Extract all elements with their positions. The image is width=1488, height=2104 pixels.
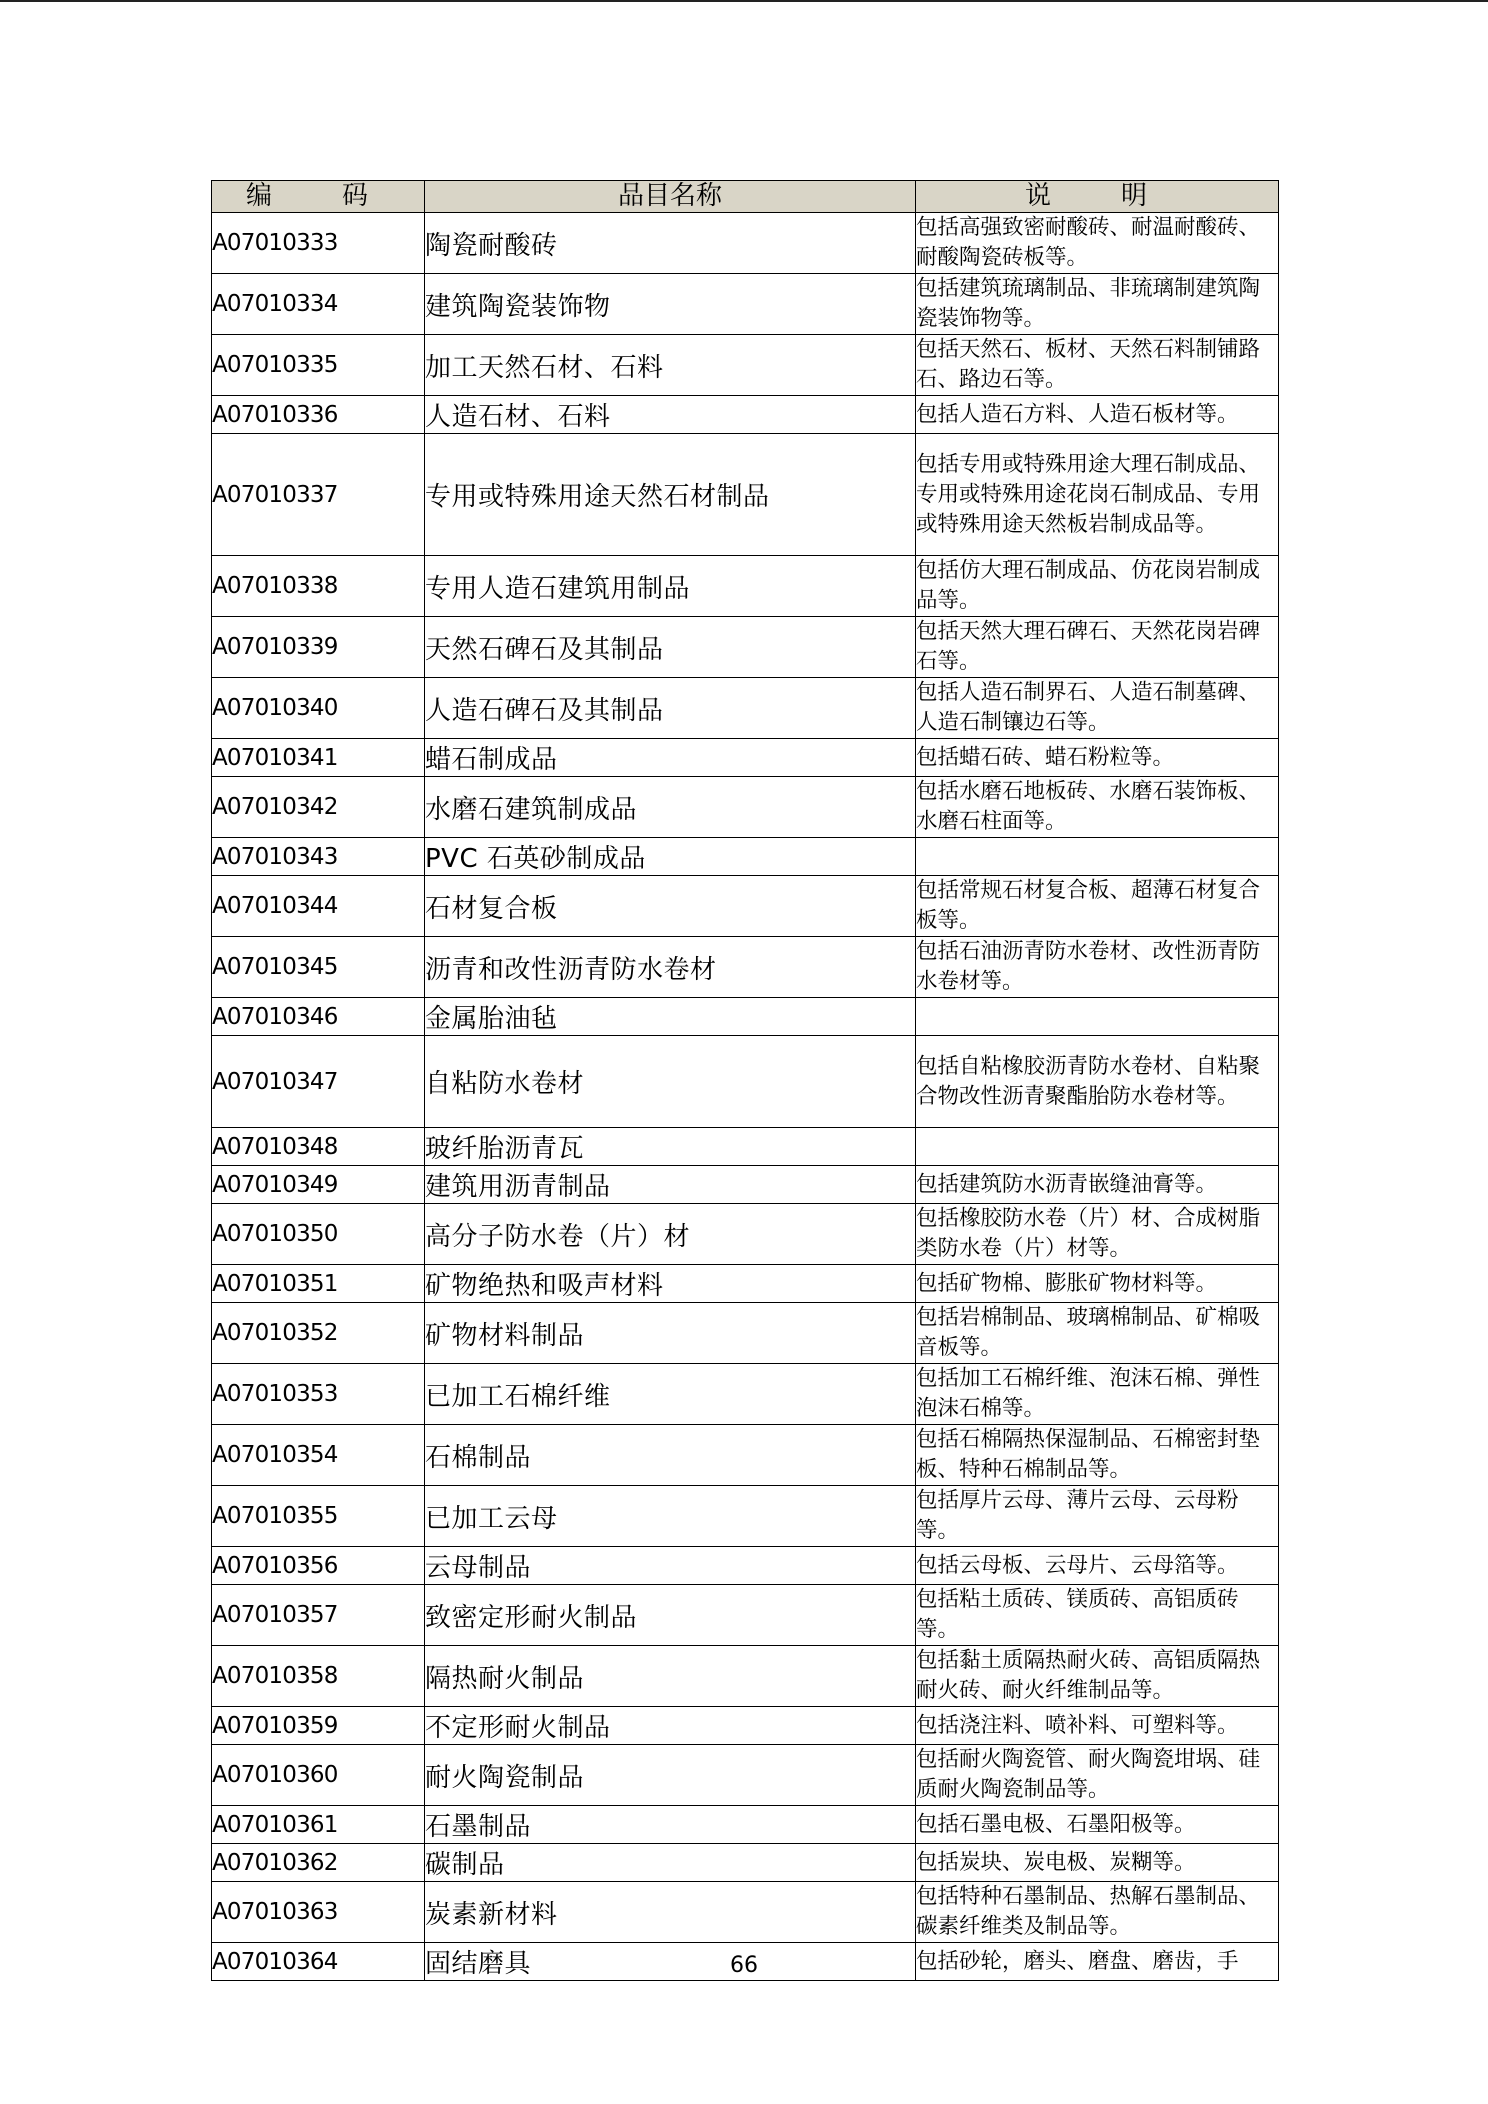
row-code: A07010356 [212,1547,425,1585]
table-row [212,213,1279,274]
table-row [212,1036,1279,1128]
row-item-name: 已加工石棉纤维 [425,1364,916,1425]
row-item-name: 隔热耐火制品 [425,1646,916,1707]
row-code: A07010343 [212,838,425,876]
table-row [212,1364,1279,1425]
catalog-table [211,180,1279,1981]
row-item-name: 石墨制品 [425,1806,916,1844]
row-description: 包括石墨电极、石墨阳极等。 [916,1806,1279,1844]
row-item-name: PVC 石英砂制成品 [425,838,916,876]
table-row [212,876,1279,937]
table-row [212,556,1279,617]
row-description: 包括粘土质砖、镁质砖、高铝质砖等。 [916,1585,1279,1646]
row-code: A07010351 [212,1265,425,1303]
row-code: A07010361 [212,1806,425,1844]
table-row [212,274,1279,335]
row-description: 包括高强致密耐酸砖、耐温耐酸砖、耐酸陶瓷砖板等。 [916,213,1279,274]
row-code: A07010337 [212,434,425,556]
table-row [212,678,1279,739]
row-code: A07010341 [212,739,425,777]
row-description: 包括石棉隔热保湿制品、石棉密封垫板、特种石棉制品等。 [916,1425,1279,1486]
row-description: 包括人造石制界石、人造石制墓碑、人造石制镶边石等。 [916,678,1279,739]
row-code: A07010342 [212,777,425,838]
row-description: 包括耐火陶瓷管、耐火陶瓷坩埚、硅质耐火陶瓷制品等。 [916,1745,1279,1806]
row-item-name: 蜡石制成品 [425,739,916,777]
row-code: A07010336 [212,396,425,434]
table-row [212,1745,1279,1806]
header-description: 说 明 [916,181,1279,213]
top-border-line [0,0,1488,2]
row-item-name: 不定形耐火制品 [425,1707,916,1745]
table-row [212,739,1279,777]
row-item-name: 高分子防水卷（片）材 [425,1204,916,1265]
row-code: A07010355 [212,1486,425,1547]
row-item-name: 矿物绝热和吸声材料 [425,1265,916,1303]
row-item-name: 建筑陶瓷装饰物 [425,274,916,335]
row-item-name: 耐火陶瓷制品 [425,1745,916,1806]
row-code: A07010339 [212,617,425,678]
row-code: A07010352 [212,1303,425,1364]
row-code: A07010359 [212,1707,425,1745]
row-code: A07010344 [212,876,425,937]
row-code: A07010338 [212,556,425,617]
row-code: A07010346 [212,998,425,1036]
page-number: 66 [730,1953,758,1978]
row-code: A07010334 [212,274,425,335]
table-row [212,1166,1279,1204]
row-code: A07010364 [212,1943,425,1981]
header-item-name: 品目名称 [425,181,916,213]
row-code: A07010358 [212,1646,425,1707]
table-row [212,937,1279,998]
row-description: 包括黏土质隔热耐火砖、高铝质隔热耐火砖、耐火纤维制品等。 [916,1646,1279,1707]
row-code: A07010333 [212,213,425,274]
row-description [916,998,1279,1036]
row-item-name: 建筑用沥青制品 [425,1166,916,1204]
row-item-name: 陶瓷耐酸砖 [425,213,916,274]
row-code: A07010354 [212,1425,425,1486]
table-row [212,1707,1279,1745]
row-description: 包括自粘橡胶沥青防水卷材、自粘聚合物改性沥青聚酯胎防水卷材等。 [916,1036,1279,1128]
row-description: 包括天然石、板材、天然石料制铺路石、路边石等。 [916,335,1279,396]
row-code: A07010353 [212,1364,425,1425]
row-item-name: 玻纤胎沥青瓦 [425,1128,916,1166]
row-code: A07010357 [212,1585,425,1646]
table-row [212,1547,1279,1585]
table-row [212,1585,1279,1646]
row-description: 包括砂轮，磨头、磨盘、磨齿，手 [916,1943,1279,1981]
row-item-name: 天然石碑石及其制品 [425,617,916,678]
row-description [916,1128,1279,1166]
row-code: A07010345 [212,937,425,998]
table-row [212,1128,1279,1166]
row-description: 包括云母板、云母片、云母箔等。 [916,1547,1279,1585]
row-description: 包括浇注料、喷补料、可塑料等。 [916,1707,1279,1745]
table-row [212,1882,1279,1943]
table-row [212,838,1279,876]
row-item-name: 已加工云母 [425,1486,916,1547]
row-code: A07010349 [212,1166,425,1204]
table-row [212,434,1279,556]
table-row [212,1806,1279,1844]
row-item-name: 专用人造石建筑用制品 [425,556,916,617]
table-row [212,1844,1279,1882]
table-row [212,396,1279,434]
row-description: 包括蜡石砖、蜡石粉粒等。 [916,739,1279,777]
row-description: 包括加工石棉纤维、泡沫石棉、弹性泡沫石棉等。 [916,1364,1279,1425]
row-description [916,838,1279,876]
row-description: 包括岩棉制品、玻璃棉制品、矿棉吸音板等。 [916,1303,1279,1364]
row-item-name: 金属胎油毡 [425,998,916,1036]
table-row [212,617,1279,678]
header-code: 编 码 [212,181,425,213]
row-code: A07010340 [212,678,425,739]
row-item-name: 人造石碑石及其制品 [425,678,916,739]
row-description: 包括建筑防水沥青嵌缝油膏等。 [916,1166,1279,1204]
row-description: 包括矿物棉、膨胀矿物材料等。 [916,1265,1279,1303]
table-row [212,998,1279,1036]
row-code: A07010350 [212,1204,425,1265]
row-description: 包括水磨石地板砖、水磨石装饰板、水磨石柱面等。 [916,777,1279,838]
row-item-name: 自粘防水卷材 [425,1036,916,1128]
table-row [212,1425,1279,1486]
row-description: 包括厚片云母、薄片云母、云母粉等。 [916,1486,1279,1547]
row-item-name: 石棉制品 [425,1425,916,1486]
row-description: 包括特种石墨制品、热解石墨制品、碳素纤维类及制品等。 [916,1882,1279,1943]
row-description: 包括人造石方料、人造石板材等。 [916,396,1279,434]
table-row [212,1265,1279,1303]
table-row [212,1303,1279,1364]
row-code: A07010348 [212,1128,425,1166]
table-row [212,1204,1279,1265]
row-description: 包括建筑琉璃制品、非琉璃制建筑陶瓷装饰物等。 [916,274,1279,335]
row-description: 包括炭块、炭电极、炭糊等。 [916,1844,1279,1882]
row-description: 包括常规石材复合板、超薄石材复合板等。 [916,876,1279,937]
table-row [212,1486,1279,1547]
row-item-name: 炭素新材料 [425,1882,916,1943]
row-code: A07010363 [212,1882,425,1943]
row-description: 包括石油沥青防水卷材、改性沥青防水卷材等。 [916,937,1279,998]
row-item-name: 石材复合板 [425,876,916,937]
row-description: 包括仿大理石制成品、仿花岗岩制成品等。 [916,556,1279,617]
row-item-name: 加工天然石材、石料 [425,335,916,396]
row-item-name: 固结磨具 [425,1943,916,1981]
table-row [212,777,1279,838]
row-description: 包括专用或特殊用途大理石制成品、专用或特殊用途花岗石制成品、专用或特殊用途天然板岩制成品等。 [916,434,1279,556]
row-item-name: 矿物材料制品 [425,1303,916,1364]
row-item-name: 沥青和改性沥青防水卷材 [425,937,916,998]
row-code: A07010335 [212,335,425,396]
row-item-name: 致密定形耐火制品 [425,1585,916,1646]
table-header-row [212,181,1279,213]
row-item-name: 云母制品 [425,1547,916,1585]
row-item-name: 碳制品 [425,1844,916,1882]
row-code: A07010362 [212,1844,425,1882]
table-row [212,1646,1279,1707]
table-row [212,335,1279,396]
row-description: 包括天然大理石碑石、天然花岗岩碑石等。 [916,617,1279,678]
row-description: 包括橡胶防水卷（片）材、合成树脂类防水卷（片）材等。 [916,1204,1279,1265]
row-item-name: 专用或特殊用途天然石材制品 [425,434,916,556]
row-item-name: 水磨石建筑制成品 [425,777,916,838]
row-code: A07010347 [212,1036,425,1128]
row-item-name: 人造石材、石料 [425,396,916,434]
row-code: A07010360 [212,1745,425,1806]
